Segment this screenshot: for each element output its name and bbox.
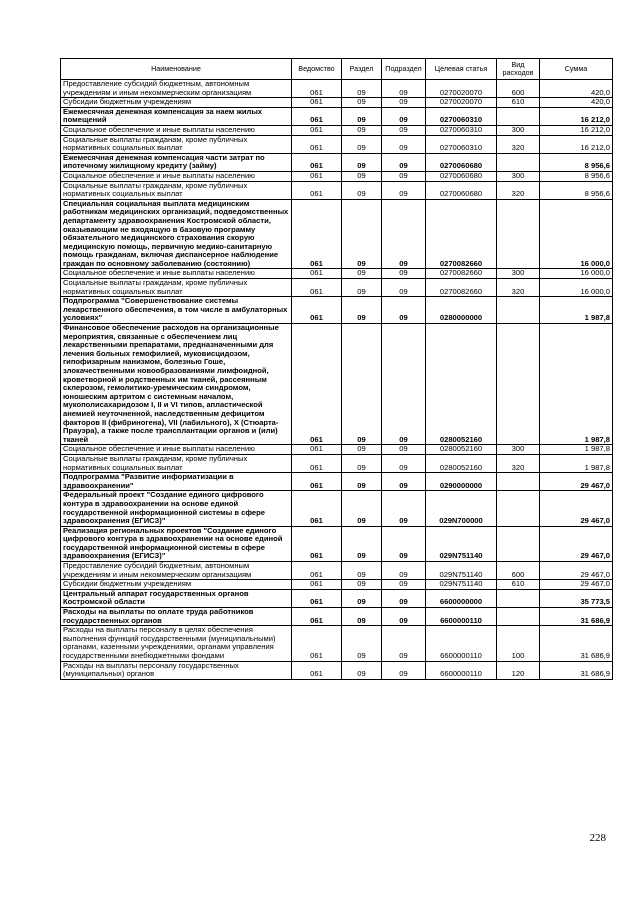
row-dept: 061 [292,626,342,661]
row-name: Расходы на выплаты по оплате труда работников государственных органов [61,608,292,626]
row-section: 09 [342,125,382,135]
row-sum: 8 956,6 [540,171,613,181]
table-row [61,526,613,561]
row-section: 09 [342,626,382,661]
row-kind: 600 [497,80,540,98]
row-kind: 610 [497,98,540,108]
row-sum: 29 467,0 [540,491,613,526]
column-header-kind: Вид расходов [497,59,540,80]
row-sum: 29 467,0 [540,473,613,491]
row-kind: 300 [497,125,540,135]
row-kind [497,107,540,125]
row-subsection: 09 [382,135,426,153]
row-section: 09 [342,181,382,199]
row-kind [497,297,540,324]
row-section: 09 [342,473,382,491]
row-section: 09 [342,454,382,472]
row-name: Федеральный проект "Создание единого цифрового контура в здравоохранении на основе единой государственной информационной системы в сфере здравоохранения (ЕГИСЗ)" [61,491,292,526]
row-name: Социальные выплаты гражданам, кроме публичных нормативных социальных выплат [61,454,292,472]
row-dept: 061 [292,491,342,526]
row-target: 0270020070 [426,98,497,108]
row-kind [497,608,540,626]
row-target: 0280052160 [426,445,497,455]
row-target: 029N751140 [426,526,497,561]
row-subsection: 09 [382,580,426,590]
row-kind: 300 [497,269,540,279]
table-row [61,181,613,199]
column-header-name: Наименование [61,59,292,80]
table-row [61,107,613,125]
row-kind: 100 [497,626,540,661]
row-kind: 120 [497,661,540,679]
row-dept: 061 [292,473,342,491]
table-row [61,608,613,626]
row-kind: 600 [497,562,540,580]
table-row [61,661,613,679]
table-row [61,80,613,98]
row-dept: 061 [292,199,342,269]
row-target: 029N751140 [426,580,497,590]
row-subsection: 09 [382,473,426,491]
row-kind: 320 [497,181,540,199]
row-dept: 061 [292,324,342,445]
row-target: 0270082660 [426,269,497,279]
row-target: 0290000000 [426,473,497,491]
row-sum: 1 987,8 [540,297,613,324]
row-kind: 320 [497,279,540,297]
row-subsection: 09 [382,608,426,626]
table-row [61,589,613,607]
row-target: 0280052160 [426,324,497,445]
row-name: Расходы на выплаты персоналу государственных (муниципальных) органов [61,661,292,679]
row-subsection: 09 [382,491,426,526]
row-target: 029N700000 [426,491,497,526]
row-subsection: 09 [382,526,426,561]
row-name: Социальное обеспечение и иные выплаты населению [61,171,292,181]
row-sum: 16 212,0 [540,135,613,153]
table-row [61,445,613,455]
row-name: Субсидии бюджетным учреждениям [61,98,292,108]
table-row [61,279,613,297]
row-dept: 061 [292,269,342,279]
row-name: Социальные выплаты гражданам, кроме публичных нормативных социальных выплат [61,135,292,153]
row-subsection: 09 [382,297,426,324]
row-name: Расходы на выплаты персоналу в целях обеспечения выполнения функций государственными (муниципальными) органами, казенными учреждениями, органами управления государственными внебюджетными фондами [61,626,292,661]
row-dept: 061 [292,454,342,472]
row-target: 0280052160 [426,454,497,472]
row-sum: 8 956,6 [540,181,613,199]
column-header-subsection: Подраздел [382,59,426,80]
table-row [61,324,613,445]
table-row [61,473,613,491]
row-kind [497,473,540,491]
table-header-row [61,59,613,80]
row-section: 09 [342,445,382,455]
row-dept: 061 [292,608,342,626]
row-subsection: 09 [382,562,426,580]
row-sum: 1 987,8 [540,454,613,472]
row-sum: 35 773,5 [540,589,613,607]
row-name: Специальная социальная выплата медицинским работникам медицинских организаций, подведомственных департаменту здравоохранения Костромской области, оказывающим не входящую в базовую программу обязательного медицинского страхования скорую медицинскую помощь, первичную медико-санитарную помощь гражданам, включая диспансерное наблюдение граждан по основному заболеванию (состоянию) [61,199,292,269]
row-sum: 16 000,0 [540,269,613,279]
row-kind [497,491,540,526]
row-kind: 320 [497,454,540,472]
row-sum: 420,0 [540,98,613,108]
row-section: 09 [342,661,382,679]
row-dept: 061 [292,98,342,108]
row-section: 09 [342,171,382,181]
row-subsection: 09 [382,324,426,445]
row-target: 0270082660 [426,279,497,297]
row-name: Ежемесячная денежная компенсация части затрат по ипотечному жилищному кредиту (займу) [61,153,292,171]
row-section: 09 [342,135,382,153]
row-subsection: 09 [382,181,426,199]
table-row [61,171,613,181]
row-section: 09 [342,107,382,125]
row-dept: 061 [292,125,342,135]
row-subsection: 09 [382,98,426,108]
row-sum: 29 467,0 [540,580,613,590]
row-sum: 16 000,0 [540,279,613,297]
row-section: 09 [342,562,382,580]
row-subsection: 09 [382,269,426,279]
row-name: Реализация региональных проектов "Создание единого цифрового контура в здравоохранении на основе единой государственной информационной системы в сфере здравоохранения (ЕГИСЗ)" [61,526,292,561]
row-name: Центральный аппарат государственных органов Костромской области [61,589,292,607]
row-kind [497,526,540,561]
row-sum: 31 686,9 [540,661,613,679]
row-subsection: 09 [382,107,426,125]
row-name: Ежемесячная денежная компенсация за наем жилых помещений [61,107,292,125]
budget-table [60,58,613,680]
row-target: 6600000110 [426,608,497,626]
row-dept: 061 [292,171,342,181]
row-name: Социальное обеспечение и иные выплаты населению [61,445,292,455]
row-sum: 16 000,0 [540,199,613,269]
row-section: 09 [342,98,382,108]
row-kind: 300 [497,445,540,455]
row-subsection: 09 [382,626,426,661]
row-section: 09 [342,491,382,526]
table-row [61,297,613,324]
row-sum: 16 212,0 [540,125,613,135]
row-subsection: 09 [382,445,426,455]
table-row [61,454,613,472]
row-sum: 16 212,0 [540,107,613,125]
row-section: 09 [342,279,382,297]
row-dept: 061 [292,562,342,580]
row-sum: 1 987,8 [540,445,613,455]
row-subsection: 09 [382,454,426,472]
row-name: Социальные выплаты гражданам, кроме публичных нормативных социальных выплат [61,181,292,199]
table-row [61,135,613,153]
row-sum: 420,0 [540,80,613,98]
row-section: 09 [342,199,382,269]
row-target: 0270060680 [426,153,497,171]
row-subsection: 09 [382,199,426,269]
column-header-section: Раздел [342,59,382,80]
column-header-dept: Ведомство [292,59,342,80]
table-row [61,153,613,171]
row-target: 0280000000 [426,297,497,324]
row-kind [497,589,540,607]
row-section: 09 [342,153,382,171]
row-dept: 061 [292,297,342,324]
row-name: Подпрограмма "Развитие информатизации в здравоохранении" [61,473,292,491]
row-kind: 320 [497,135,540,153]
row-name: Социальные выплаты гражданам, кроме публичных нормативных социальных выплат [61,279,292,297]
row-name: Социальное обеспечение и иные выплаты населению [61,269,292,279]
row-target: 0270020070 [426,80,497,98]
row-target: 0270060310 [426,135,497,153]
row-kind [497,153,540,171]
table-row [61,199,613,269]
row-section: 09 [342,608,382,626]
row-dept: 061 [292,661,342,679]
column-header-target: Целевая статья [426,59,497,80]
row-sum: 31 686,9 [540,608,613,626]
row-sum: 29 467,0 [540,526,613,561]
row-dept: 061 [292,580,342,590]
row-section: 09 [342,580,382,590]
row-target: 6600000000 [426,589,497,607]
row-kind [497,199,540,269]
row-sum: 31 686,9 [540,626,613,661]
row-name: Финансовое обеспечение расходов на организационные мероприятия, связанные с обеспечением лиц лекарственными препаратами, предназначенными для лечения больных гемофилией, муковисцидозом, гипофизарным нанизмом, болезнью Гоше, злокачественными новообразованиями лимфоидной, кроветворной и родственных им тканей, рассеянным склерозом, гемолитико-уремическим синдромом, юношеским артритом с системным началом, мукополисахаридозом I, II и VI типов, апластической анемией неуточненной, наследственным дефицитом факторов II (фибриногена), VII (лабильного), X (Стюарта-Прауэра), а также после трансплантации органов и (или) тканей [61,324,292,445]
row-target: 0270082660 [426,199,497,269]
table-body [61,80,613,680]
table-row [61,491,613,526]
table-row [61,98,613,108]
row-name: Субсидии бюджетным учреждениям [61,580,292,590]
row-kind: 300 [497,171,540,181]
row-section: 09 [342,324,382,445]
row-target: 029N751140 [426,562,497,580]
row-subsection: 09 [382,153,426,171]
row-name: Предоставление субсидий бюджетным, автономным учреждениям и иным некоммерческим организациям [61,562,292,580]
row-subsection: 09 [382,279,426,297]
row-dept: 061 [292,107,342,125]
row-dept: 061 [292,279,342,297]
table-row [61,125,613,135]
row-target: 6600000110 [426,626,497,661]
row-name: Социальное обеспечение и иные выплаты населению [61,125,292,135]
table-row [61,580,613,590]
row-dept: 061 [292,153,342,171]
row-dept: 061 [292,135,342,153]
row-dept: 061 [292,181,342,199]
row-subsection: 09 [382,80,426,98]
page-number: 228 [589,832,606,844]
row-kind [497,324,540,445]
row-section: 09 [342,589,382,607]
row-sum: 1 987,8 [540,324,613,445]
row-subsection: 09 [382,171,426,181]
row-dept: 061 [292,526,342,561]
row-subsection: 09 [382,661,426,679]
table-row [61,562,613,580]
row-sum: 29 467,0 [540,562,613,580]
row-target: 0270060680 [426,181,497,199]
row-section: 09 [342,526,382,561]
row-name: Подпрограмма "Совершенствование системы лекарственного обеспечения, в том числе в амбулаторных условиях" [61,297,292,324]
row-dept: 061 [292,80,342,98]
column-header-sum: Сумма [540,59,613,80]
row-subsection: 09 [382,589,426,607]
row-section: 09 [342,269,382,279]
row-target: 0270060680 [426,171,497,181]
row-subsection: 09 [382,125,426,135]
row-target: 0270060310 [426,125,497,135]
row-kind: 610 [497,580,540,590]
row-name: Предоставление субсидий бюджетным, автономным учреждениям и иным некоммерческим организациям [61,80,292,98]
row-target: 0270060310 [426,107,497,125]
row-dept: 061 [292,445,342,455]
row-section: 09 [342,297,382,324]
row-section: 09 [342,80,382,98]
table-row [61,626,613,661]
row-dept: 061 [292,589,342,607]
row-sum: 8 956,6 [540,153,613,171]
row-target: 6600000110 [426,661,497,679]
